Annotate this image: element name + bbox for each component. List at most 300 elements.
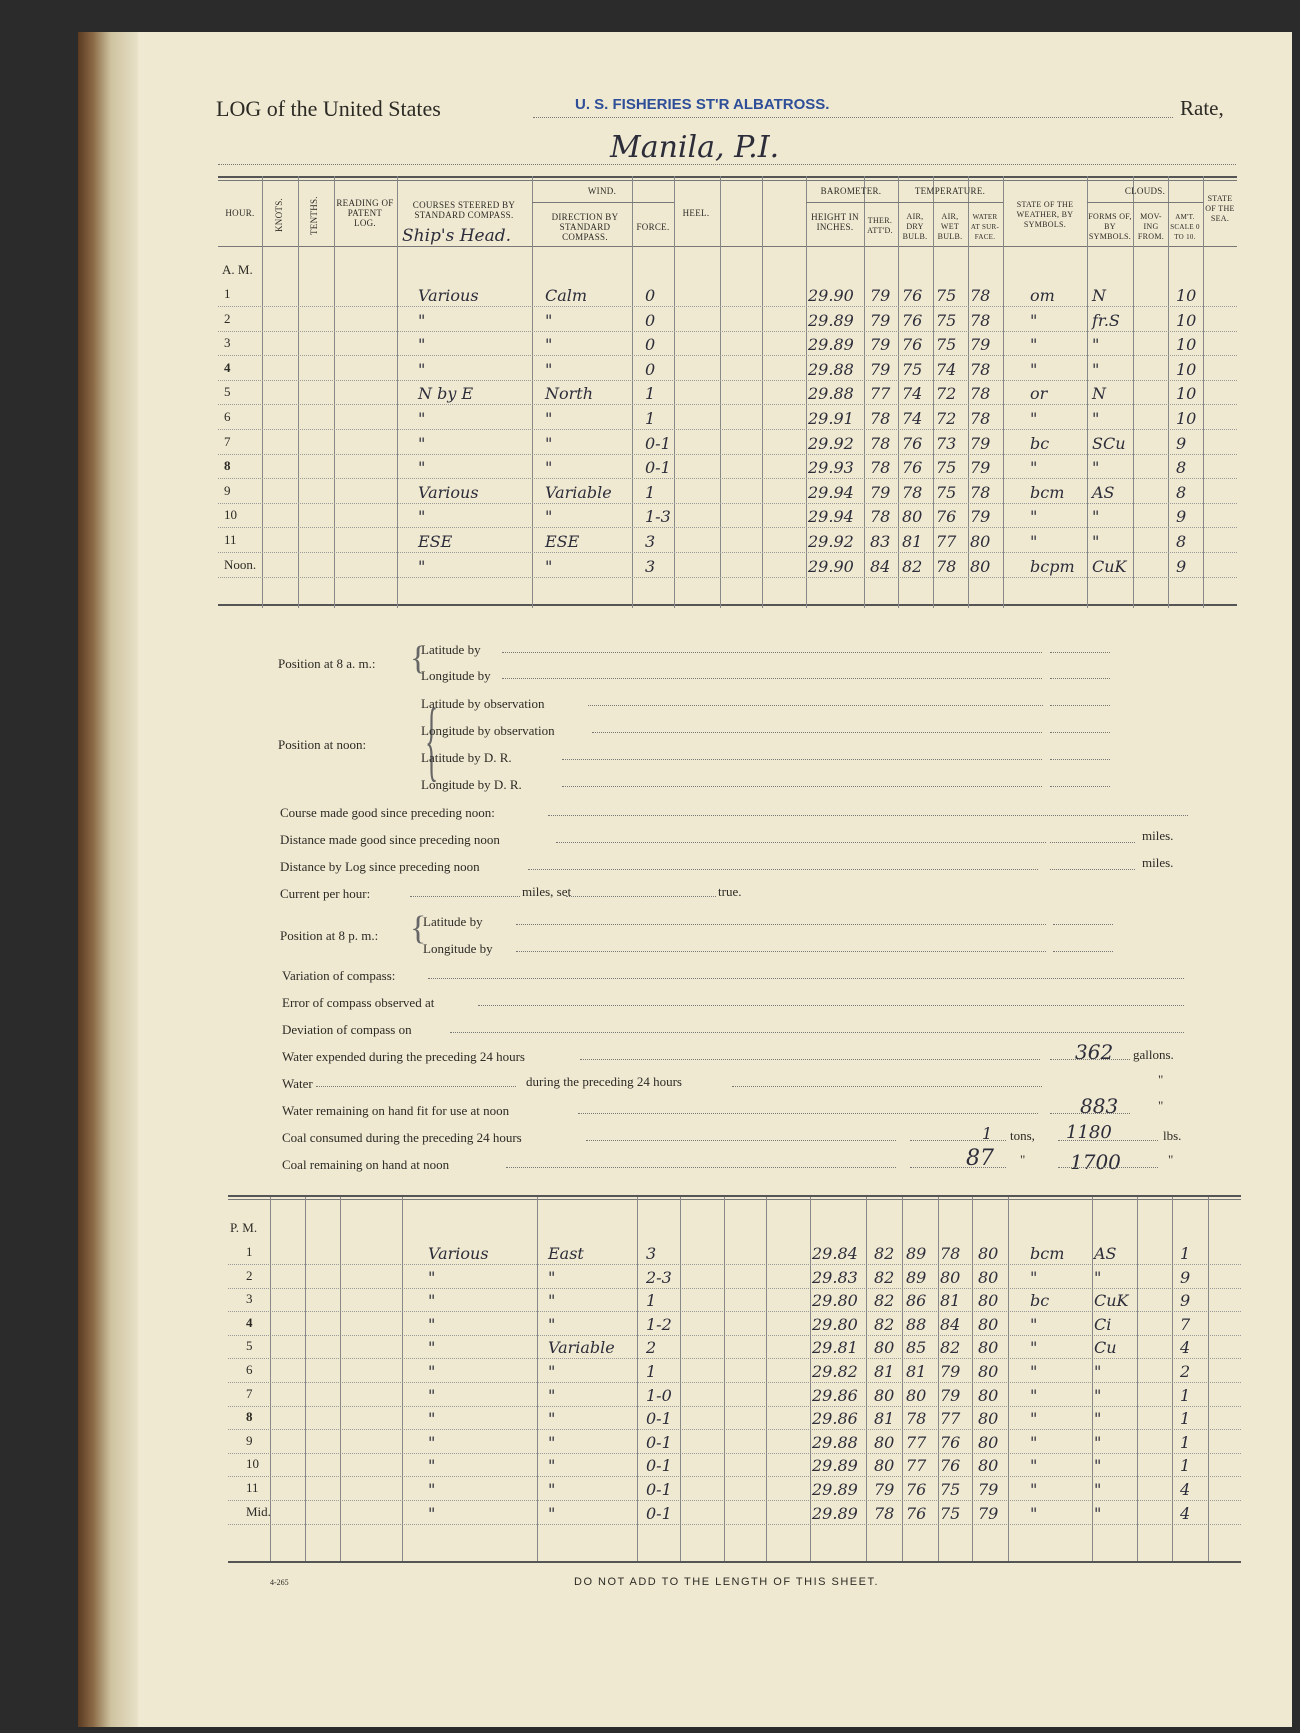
column-divider — [402, 1197, 403, 1561]
row-ther-attd: 80 — [874, 1432, 895, 1452]
position-8am-label: Position at 8 a. m.: — [278, 656, 376, 671]
row-course: " — [428, 1338, 436, 1358]
row-ther-attd: 79 — [870, 286, 891, 305]
col-air-wet-header: AIR, WET BULB. — [937, 212, 963, 241]
row-barometer: 29.89 — [812, 1503, 858, 1523]
deviation-of-compass: Deviation of compass on — [282, 1022, 412, 1037]
row-ther-attd: 78 — [874, 1503, 895, 1523]
water-remaining-value: 883 — [1080, 1094, 1119, 1118]
row-water-temp: 80 — [970, 532, 991, 551]
form-number: 4-265 — [270, 1578, 289, 1587]
row-hour: Noon. — [224, 556, 257, 572]
row-course: " — [418, 335, 426, 355]
row-course: " — [428, 1267, 436, 1287]
fill-line — [502, 678, 1042, 679]
row-air-dry: 80 — [902, 507, 923, 527]
col-sea-state-header: STATE OF THE SEA. — [1205, 194, 1235, 223]
row-cloud-amount: 4 — [1180, 1503, 1191, 1523]
row-hour: 10 — [246, 1456, 259, 1472]
row-course: " — [418, 556, 426, 576]
column-divider — [680, 1197, 681, 1561]
row-wind-direction: Variable — [548, 1338, 615, 1358]
fill-line — [580, 1059, 1040, 1060]
row-water-temp: 80 — [978, 1432, 999, 1452]
row-hour: 1 — [246, 1244, 253, 1259]
lbs-label: lbs. — [1163, 1128, 1182, 1143]
row-rule — [218, 577, 1237, 578]
row-hour: Mid. — [246, 1503, 271, 1519]
row-wind-force: 2 — [646, 1338, 657, 1358]
row-wind-force: 1-2 — [646, 1314, 672, 1334]
row-air-wet: 72 — [936, 409, 957, 428]
column-divider — [762, 176, 763, 608]
row-wind-force: 1 — [646, 1291, 657, 1311]
row-rule — [218, 331, 1237, 332]
row-cloud-amount: 1 — [1180, 1432, 1191, 1452]
row-cloud-amount: 10 — [1176, 286, 1197, 305]
row-cloud-forms: " — [1094, 1409, 1102, 1429]
book-binding-edge — [78, 32, 138, 1727]
vessel-name: U. S. FISHERIES ST'R ALBATROSS. — [575, 96, 830, 113]
row-ther-attd: 82 — [874, 1314, 895, 1334]
row-hour: 5 — [246, 1338, 253, 1354]
value-line — [1050, 842, 1135, 843]
row-rule — [228, 1264, 1241, 1265]
current-miles-set: miles, set — [522, 884, 572, 899]
row-wind-force: 0 — [645, 286, 656, 305]
fill-line — [316, 1086, 516, 1087]
col-heel-header: HEEL. — [682, 208, 710, 218]
row-rule — [228, 1406, 1241, 1407]
column-divider — [938, 1197, 939, 1561]
col-baro-height-header: HEIGHT IN INCHES. — [811, 212, 859, 232]
row-course: N by E — [418, 384, 474, 404]
value-line — [1058, 1140, 1158, 1141]
row-cloud-forms: " — [1094, 1267, 1102, 1287]
row-barometer: 29.91 — [808, 409, 854, 428]
row-hour: 8 — [224, 458, 231, 474]
row-weather: bcm — [1030, 1244, 1065, 1263]
column-divider — [1208, 1197, 1209, 1561]
row-cloud-forms: " — [1092, 359, 1100, 379]
row-hour: 3 — [246, 1291, 253, 1307]
coal-consumed-tons: 1 — [982, 1124, 993, 1143]
row-cloud-forms: " — [1094, 1503, 1102, 1523]
row-course: " — [418, 359, 426, 379]
row-rule — [228, 1524, 1241, 1525]
row-barometer: 29.90 — [808, 286, 854, 305]
row-weather: bc — [1030, 433, 1050, 453]
row-air-dry: 76 — [906, 1503, 927, 1523]
row-cloud-forms: " — [1094, 1456, 1102, 1476]
row-weather: bcpm — [1030, 556, 1075, 576]
row-wind-direction: " — [545, 409, 553, 428]
tons-label: tons, — [1010, 1128, 1035, 1143]
ships-head-note: Ship's Head. — [402, 226, 512, 246]
row-cloud-forms: Ci — [1094, 1314, 1112, 1334]
fill-line — [506, 1167, 896, 1168]
row-wind-force: 0 — [645, 359, 656, 379]
row-air-dry: 78 — [906, 1409, 927, 1429]
position-noon-lat-obs: Latitude by observation — [421, 696, 545, 711]
row-rule — [228, 1335, 1241, 1336]
row-course: Various — [428, 1244, 489, 1263]
row-cloud-amount: 2 — [1180, 1362, 1191, 1381]
fill-line — [528, 869, 1038, 870]
position-8pm-lon: Longitude by — [423, 941, 493, 956]
row-cloud-amount: 10 — [1176, 384, 1197, 404]
value-line — [1050, 869, 1135, 870]
row-wind-direction: Variable — [545, 482, 612, 502]
fill-line — [450, 1032, 1184, 1033]
row-hour: 7 — [224, 433, 231, 449]
fill-line — [566, 896, 716, 897]
row-ther-attd: 78 — [870, 507, 891, 527]
row-rule — [218, 404, 1237, 405]
row-course: " — [428, 1362, 436, 1381]
row-weather: bcm — [1030, 482, 1065, 502]
row-cloud-forms: " — [1092, 409, 1100, 428]
row-cloud-forms: " — [1094, 1432, 1102, 1452]
row-weather: " — [1030, 1456, 1038, 1476]
water-ditto: " — [1158, 1072, 1164, 1087]
row-weather: " — [1030, 1338, 1038, 1358]
row-water-temp: 79 — [970, 433, 991, 453]
row-cloud-amount: 10 — [1176, 310, 1197, 330]
row-cloud-amount: 8 — [1176, 482, 1187, 502]
row-cloud-forms: fr.S — [1092, 310, 1120, 330]
row-wind-direction: " — [545, 433, 553, 453]
row-barometer: 29.94 — [808, 482, 854, 502]
value-line — [1050, 1113, 1130, 1114]
row-course: " — [428, 1480, 436, 1499]
column-divider — [397, 176, 398, 608]
row-air-wet: 82 — [940, 1338, 961, 1358]
coal-remaining-label: Coal remaining on hand at noon — [282, 1157, 450, 1172]
row-ther-attd: 78 — [870, 409, 891, 428]
row-cloud-forms: AS — [1094, 1244, 1117, 1263]
row-hour: 4 — [246, 1314, 253, 1330]
row-hour: 2 — [246, 1267, 253, 1283]
row-wind-direction: " — [548, 1409, 556, 1429]
distance-by-log: Distance by Log since preceding noon — [280, 859, 480, 874]
col-temperature-header: TEMPERATURE. — [914, 186, 986, 196]
row-course: " — [418, 310, 426, 330]
row-air-wet: 78 — [936, 556, 957, 576]
row-air-dry: 81 — [906, 1362, 927, 1381]
row-hour: 2 — [224, 310, 231, 326]
row-wind-direction: " — [548, 1456, 556, 1476]
column-divider — [866, 1197, 867, 1561]
row-air-wet: 79 — [940, 1362, 961, 1381]
distance-made-good-miles: miles. — [1142, 828, 1174, 843]
row-cloud-amount: 1 — [1180, 1244, 1191, 1263]
row-air-wet: 75 — [936, 458, 957, 478]
row-rule — [228, 1429, 1241, 1430]
row-air-wet: 75 — [936, 286, 957, 305]
current-per-hour: Current per hour: — [280, 886, 371, 901]
row-course: " — [418, 458, 426, 478]
coal-remaining-lbs: 1700 — [1070, 1150, 1121, 1174]
row-air-wet: 79 — [940, 1385, 961, 1405]
row-course: " — [418, 433, 426, 453]
row-cloud-forms: " — [1092, 507, 1100, 527]
fill-line — [410, 896, 520, 897]
am-label: A. M. — [222, 262, 253, 277]
column-divider — [1137, 1197, 1138, 1561]
column-divider — [724, 1197, 725, 1561]
row-cloud-amount: 4 — [1180, 1338, 1191, 1358]
row-barometer: 29.80 — [812, 1314, 858, 1334]
row-wind-direction: " — [548, 1291, 556, 1311]
col-tenths-header: TENTHS. — [309, 196, 319, 235]
fill-line — [562, 759, 1042, 760]
row-air-dry: 89 — [906, 1244, 927, 1263]
distance-by-log-miles: miles. — [1142, 855, 1174, 870]
row-ther-attd: 77 — [870, 384, 891, 404]
position-noon-lat-dr: Latitude by D. R. — [421, 750, 512, 765]
row-weather: " — [1030, 335, 1038, 355]
row-cloud-forms: CuK — [1094, 1291, 1129, 1311]
column-divider — [1172, 1197, 1173, 1561]
location-handwritten: Manila, P.I. — [610, 130, 780, 165]
col-air-dry-header: AIR, DRY BULB. — [902, 212, 928, 241]
row-weather: " — [1030, 1314, 1038, 1334]
row-water-temp: 80 — [978, 1267, 999, 1287]
row-water-temp: 79 — [978, 1503, 999, 1523]
row-barometer: 29.86 — [812, 1385, 858, 1405]
row-wind-force: 0-1 — [646, 1503, 672, 1523]
col-ther-attd-header: THER. ATT'D. — [867, 216, 893, 235]
row-rule — [218, 355, 1237, 356]
row-barometer: 29.92 — [808, 433, 854, 453]
row-air-wet: 81 — [940, 1291, 961, 1311]
value-line — [1050, 1059, 1130, 1060]
fill-line — [732, 1086, 1042, 1087]
coal-remaining-tons: 87 — [966, 1146, 994, 1171]
row-wind-force: 0 — [645, 335, 656, 355]
row-rule — [218, 454, 1237, 455]
current-true: true. — [718, 884, 742, 899]
row-cloud-amount: 8 — [1176, 532, 1187, 551]
row-barometer: 29.81 — [812, 1338, 858, 1358]
row-cloud-amount: 10 — [1176, 359, 1197, 379]
col-patent-log-header: READING OF PATENT LOG. — [336, 198, 394, 228]
row-wind-force: 0 — [645, 310, 656, 330]
value-line — [1050, 652, 1110, 653]
row-weather: " — [1030, 1385, 1038, 1405]
row-water-temp: 80 — [978, 1409, 999, 1429]
position-8pm-lat: Latitude by — [423, 914, 483, 929]
row-barometer: 29.83 — [812, 1267, 858, 1287]
row-air-dry: 77 — [906, 1456, 927, 1476]
water-remaining-label: Water remaining on hand fit for use at noon — [282, 1103, 510, 1118]
row-rule — [228, 1311, 1241, 1312]
fill-line — [588, 705, 1043, 706]
row-water-temp: 78 — [970, 482, 991, 502]
column-divider — [674, 176, 675, 608]
row-hour: 4 — [224, 359, 231, 375]
row-course: ESE — [418, 532, 453, 551]
fill-line — [592, 732, 1042, 733]
row-rule — [228, 1358, 1241, 1359]
row-wind-force: 1-3 — [645, 507, 671, 527]
row-cloud-forms: N — [1092, 384, 1106, 404]
row-wind-force: 0-1 — [646, 1480, 672, 1499]
value-line — [1050, 732, 1110, 733]
row-water-temp: 80 — [978, 1314, 999, 1334]
row-wind-force: 0-1 — [646, 1409, 672, 1429]
row-ther-attd: 78 — [870, 458, 891, 478]
column-divider — [766, 1197, 767, 1561]
row-wind-direction: " — [548, 1480, 556, 1499]
fill-line — [516, 924, 1046, 925]
row-hour: 9 — [246, 1432, 253, 1448]
position-8pm-label: Position at 8 p. m.: — [280, 928, 379, 943]
row-ther-attd: 82 — [874, 1291, 895, 1311]
value-line — [910, 1167, 1006, 1168]
row-cloud-amount: 1 — [1180, 1409, 1191, 1429]
row-cloud-amount: 7 — [1180, 1314, 1191, 1334]
fill-line — [428, 978, 1184, 979]
row-ther-attd: 84 — [870, 556, 891, 576]
distance-made-good: Distance made good since preceding noon — [280, 832, 500, 847]
position-8am-lon: Longitude by — [421, 668, 491, 683]
row-cloud-amount: 9 — [1180, 1291, 1191, 1311]
row-hour: 1 — [224, 286, 231, 301]
row-weather: " — [1030, 359, 1038, 379]
row-barometer: 29.89 — [812, 1456, 858, 1476]
row-cloud-amount: 9 — [1180, 1267, 1191, 1287]
row-wind-direction: Calm — [545, 286, 588, 305]
row-wind-direction: " — [545, 310, 553, 330]
row-air-wet: 80 — [940, 1267, 961, 1287]
row-cloud-forms: " — [1092, 458, 1100, 478]
col-water-surface-header: WATER AT SUR-FACE. — [970, 213, 1000, 241]
row-cloud-forms: SCu — [1092, 433, 1126, 453]
column-divider — [334, 176, 335, 608]
row-wind-force: 1 — [645, 409, 656, 428]
row-hour: 8 — [246, 1409, 253, 1425]
value-line — [1050, 705, 1110, 706]
row-ther-attd: 81 — [874, 1362, 895, 1381]
row-air-wet: 84 — [940, 1314, 961, 1334]
row-air-dry: 74 — [902, 409, 923, 428]
fill-line — [556, 842, 1046, 843]
col-hour-header: HOUR. — [225, 208, 255, 218]
row-cloud-forms: " — [1092, 335, 1100, 355]
row-ther-attd: 80 — [874, 1338, 895, 1358]
fill-line — [562, 786, 1042, 787]
fill-line — [586, 1140, 896, 1141]
row-hour: 5 — [224, 384, 231, 400]
row-wind-force: 0-1 — [645, 433, 671, 453]
col-wind-force-header: FORCE. — [636, 222, 670, 232]
row-air-dry: 76 — [902, 286, 923, 305]
row-weather: " — [1030, 310, 1038, 330]
value-line — [1050, 759, 1110, 760]
row-course: " — [428, 1314, 436, 1334]
value-line — [1053, 924, 1113, 925]
column-divider — [637, 1197, 638, 1561]
row-air-dry: 74 — [902, 384, 923, 404]
column-divider — [270, 1197, 271, 1561]
header-subline — [532, 202, 674, 203]
row-air-dry: 82 — [902, 556, 923, 576]
value-line — [1058, 1167, 1158, 1168]
row-weather: " — [1030, 1432, 1038, 1452]
column-divider — [298, 176, 299, 608]
column-divider — [532, 176, 533, 608]
row-hour: 11 — [224, 532, 237, 547]
row-rule — [218, 478, 1237, 479]
row-course: Various — [418, 286, 479, 305]
col-wind-direction-header: DIRECTION BY STANDARD COMPASS. — [551, 212, 619, 242]
row-weather: " — [1030, 1362, 1038, 1381]
col-cloud-moving-header: MOV-ING FROM. — [1137, 212, 1165, 241]
row-air-dry: 76 — [902, 433, 923, 453]
row-cloud-forms: " — [1094, 1385, 1102, 1405]
row-weather: " — [1030, 1480, 1038, 1499]
row-barometer: 29.90 — [808, 556, 854, 576]
row-air-wet: 76 — [936, 507, 957, 527]
value-line — [1050, 786, 1110, 787]
row-cloud-forms: Cu — [1094, 1338, 1117, 1358]
row-ther-attd: 82 — [874, 1267, 895, 1287]
row-barometer: 29.88 — [812, 1432, 858, 1452]
location-line — [218, 164, 1236, 165]
row-cloud-amount: 9 — [1176, 556, 1187, 576]
row-water-temp: 78 — [970, 384, 991, 404]
row-water-temp: 80 — [970, 556, 991, 576]
row-course: Various — [418, 482, 479, 502]
row-water-temp: 80 — [978, 1385, 999, 1405]
row-wind-direction: " — [548, 1503, 556, 1523]
row-rule — [218, 527, 1237, 528]
row-rule — [218, 380, 1237, 381]
row-air-dry: 80 — [906, 1385, 927, 1405]
row-air-wet: 75 — [940, 1503, 961, 1523]
row-barometer: 29.93 — [808, 458, 854, 478]
row-barometer: 29.80 — [812, 1291, 858, 1311]
am-table — [218, 176, 1237, 608]
row-wind-direction: " — [545, 359, 553, 379]
row-water-temp: 80 — [978, 1338, 999, 1358]
row-barometer: 29.89 — [808, 310, 854, 330]
row-wind-direction: " — [548, 1314, 556, 1334]
row-air-dry: 76 — [902, 335, 923, 355]
row-wind-force: 1-0 — [646, 1385, 672, 1405]
column-divider — [902, 1197, 903, 1561]
row-rule — [228, 1382, 1241, 1383]
row-barometer: 29.94 — [808, 507, 854, 527]
row-air-wet: 75 — [936, 335, 957, 355]
col-barometer-header: BAROMETER. — [820, 186, 882, 196]
row-wind-force: 1 — [645, 384, 656, 404]
row-cloud-forms: " — [1094, 1480, 1102, 1499]
column-divider — [972, 1197, 973, 1561]
row-wind-direction: " — [548, 1267, 556, 1287]
row-ther-attd: 83 — [870, 532, 891, 551]
column-divider — [720, 176, 721, 608]
brace-8pm: { — [410, 910, 427, 947]
row-course: " — [428, 1385, 436, 1405]
row-wind-force: 0-1 — [646, 1432, 672, 1452]
row-cloud-forms: " — [1092, 532, 1100, 551]
col-wind-header: WIND. — [587, 186, 617, 196]
header-subline — [806, 202, 898, 203]
row-air-wet: 76 — [940, 1432, 961, 1452]
